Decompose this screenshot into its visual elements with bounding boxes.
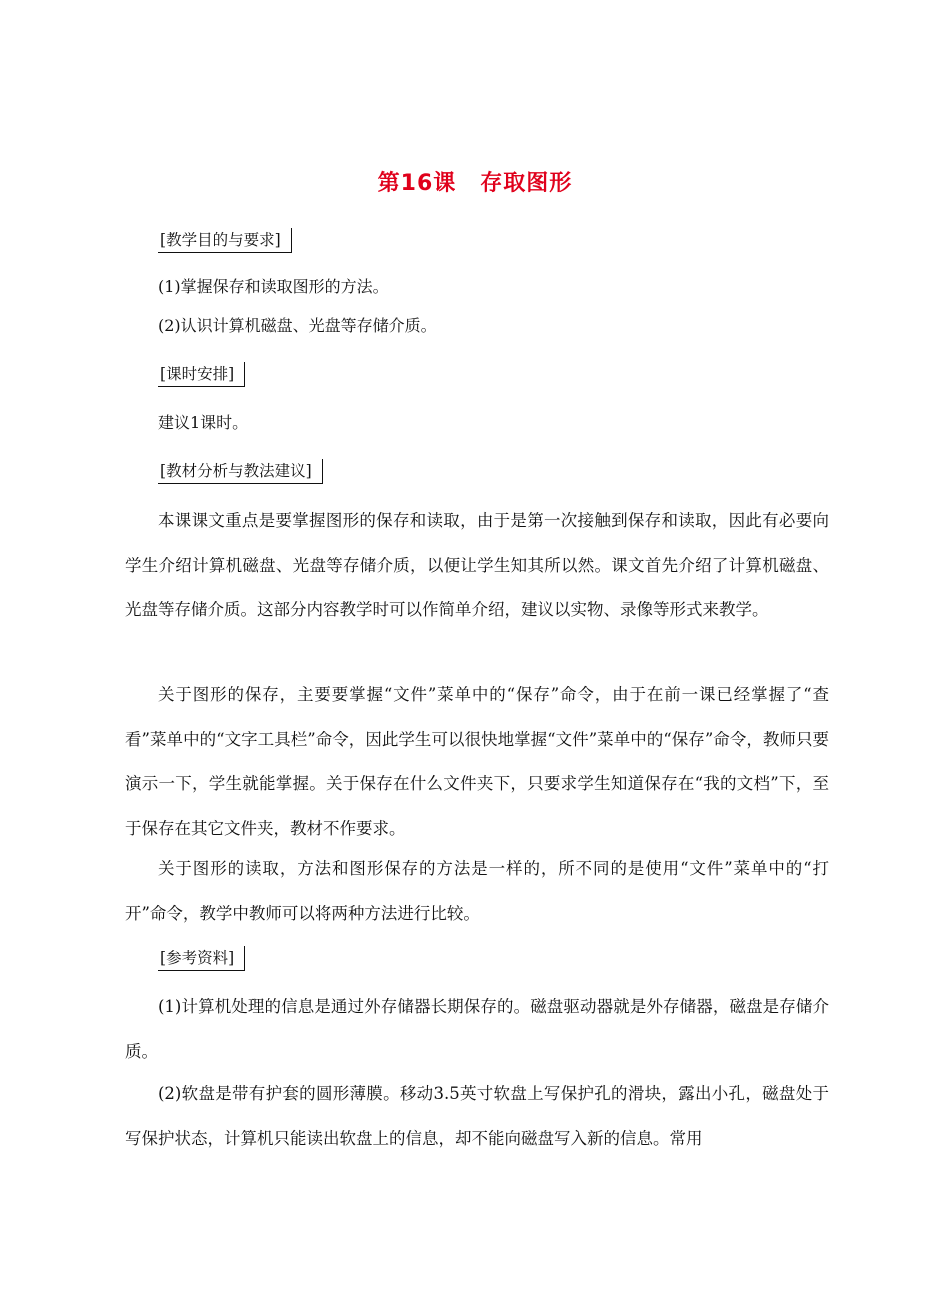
section-heading-objectives: [ 教学目的与要求 ] (158, 228, 292, 253)
schedule-text: 建议1课时。 (158, 413, 249, 432)
reference-paragraph-2: (2)软盘是带有护套的圆形薄膜。移动3.5英寸软盘上写保护孔的滑块，露出小孔，磁盘处于写保护状态，计算机只能读出软盘上的信息，却不能向磁盘写入新的信息。常用 (125, 1084, 829, 1148)
lesson-title (0, 166, 950, 197)
reference-paragraph-1: (1)计算机处理的信息是通过外存储器长期保存的。磁盘驱动器就是外存储器，磁盘是存储介质。 (125, 997, 829, 1061)
analysis-paragraph-3: 关于图形的读取，方法和图形保存的方法是一样的，所不同的是使用“文件”菜单中的“打开”命令，教学中教师可以将两种方法进行比较。 (125, 859, 829, 923)
objective-item-1: (1)掌握保存和读取图形的方法。 (158, 277, 389, 296)
section-heading-references: [ 参考资料 ] (158, 946, 245, 971)
objective-item-2: (2)认识计算机磁盘、光盘等存储介质。 (158, 316, 437, 335)
section-heading-analysis: [ 教材分析与教法建议 ] (158, 459, 323, 484)
lesson-number: 第16课 (377, 171, 457, 196)
analysis-paragraph-2: 关于图形的保存，主要要掌握“文件”菜单中的“保存”命令，由于在前一课已经掌握了“查看”菜单中的“文字工具栏”命令，因此学生可以很快地掌握“文件”菜单中的“保存”命令，教师只要演示一下，学生就能掌握。关于保存在什么文件夹下，只要求学生知道保存在“我的文档”下，至于保存在其它文件夹，教材不作要求。 (125, 685, 829, 838)
analysis-paragraph-1: 本课课文重点是要掌握图形的保存和读取，由于是第一次接触到保存和读取，因此有必要向学生介绍计算机磁盘、光盘等存储介质，以便让学生知其所以然。课文首先介绍了计算机磁盘、光盘等存储介质。这部分内容教学时可以作简单介绍，建议以实物、录像等形式来教学。 (125, 511, 829, 619)
lesson-name: 存取图形 (480, 171, 573, 196)
section-heading-schedule: [ 课时安排 ] (158, 362, 245, 387)
